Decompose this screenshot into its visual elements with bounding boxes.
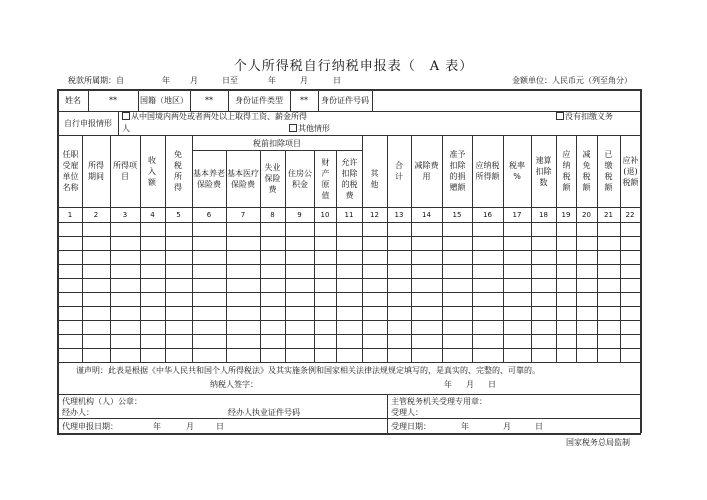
nationality-value[interactable]: ** bbox=[205, 96, 213, 105]
col-header-unemployment-insurance: 失业保险费 bbox=[264, 163, 281, 194]
col-header-tax-rate: 税率 % bbox=[509, 161, 525, 181]
col-header-donation: 准予扣除的捐赠额 bbox=[449, 150, 466, 192]
nationality-label: 国籍（地区） bbox=[140, 96, 188, 105]
col-number: 3 bbox=[122, 210, 128, 219]
agent-date-month: 月 bbox=[186, 422, 194, 431]
col-header-income-period: 所得期间 bbox=[88, 161, 104, 181]
declaration-text: 谨声明：此表是根据《中华人民共和国个人所得税法》及其实施条例和国家相关法律法规规定填写的，是真实的、完整的、可靠的。 bbox=[76, 366, 540, 375]
situation-option-1-continued: 人 bbox=[122, 124, 130, 133]
col-number: 22 bbox=[625, 210, 635, 219]
col-number: 19 bbox=[561, 210, 571, 219]
col-number: 13 bbox=[394, 210, 404, 219]
declaration-day: 日 bbox=[488, 380, 496, 389]
situation-label: 自行申报情形 bbox=[64, 119, 112, 128]
authority-receiver-label: 受理人： bbox=[391, 408, 423, 417]
taxpayer-signature-field[interactable] bbox=[256, 379, 396, 391]
col-header-deduction-expense: 减除费用 bbox=[414, 161, 439, 181]
col-header-medical-insurance: 基本医疗保险费 bbox=[227, 168, 259, 189]
taxpayer-signature-label: 纳税人签字： bbox=[210, 380, 258, 389]
authority-date-label: 受理日期： bbox=[391, 422, 431, 431]
col-number: 18 bbox=[539, 210, 548, 219]
col-header-tax-due-refund: 应补(退)税额 bbox=[622, 155, 639, 187]
form-title: 个人所得税自行纳税申报表（ A 表） bbox=[233, 59, 474, 74]
id-number-label: 身份证件号码 bbox=[321, 96, 369, 105]
col-number: 8 bbox=[270, 210, 275, 219]
col-header-tax-payable: 应纳税额 bbox=[562, 150, 571, 192]
col-number: 2 bbox=[93, 210, 99, 219]
agent-date-year: 年 bbox=[153, 422, 161, 431]
col-number: 10 bbox=[320, 210, 330, 219]
agent-date-label: 代理申报日期： bbox=[62, 422, 118, 431]
situation-option-other[interactable]: 其他情形 bbox=[289, 124, 330, 134]
declaration-year: 年 bbox=[444, 380, 452, 389]
col-number: 9 bbox=[297, 210, 302, 219]
col-number: 14 bbox=[422, 210, 431, 219]
period-from-month: 月 bbox=[190, 76, 198, 85]
col-header-total: 合计 bbox=[395, 161, 403, 181]
col-number: 11 bbox=[344, 210, 354, 219]
id-type-label: 身份证件类型 bbox=[235, 96, 283, 105]
period-to-month: 月 bbox=[300, 76, 308, 85]
agent-date-day: 日 bbox=[216, 422, 224, 431]
col-header-deductible-taxes: 允许扣除的税费 bbox=[341, 157, 358, 200]
col-header-income-item: 所得项目 bbox=[113, 161, 137, 181]
agent-cert-label: 经办人执业证件号码 bbox=[228, 408, 300, 417]
col-header-pension-insurance: 基本养老保险费 bbox=[193, 168, 225, 189]
col-header-employer: 任职受雇单位名称 bbox=[62, 150, 79, 192]
period-to-day: 日 bbox=[333, 76, 341, 85]
situation-option-multiple-employers[interactable]: 从中国境内两处或者两处以上取得工资、薪金所得 bbox=[122, 112, 307, 122]
col-number: 16 bbox=[483, 210, 492, 219]
name-label: 姓名 bbox=[65, 96, 81, 105]
col-header-quick-deduction: 速算扣除数 bbox=[535, 155, 552, 187]
col-number: 4 bbox=[150, 210, 155, 219]
col-number: 12 bbox=[370, 210, 379, 219]
col-header-tax-free-income: 免税所得 bbox=[174, 150, 182, 192]
checkbox-icon[interactable] bbox=[556, 112, 564, 120]
checkbox-icon[interactable] bbox=[289, 124, 297, 132]
footer-supervisor: 国家税务总局监制 bbox=[566, 438, 630, 447]
col-number: 1 bbox=[67, 210, 73, 219]
col-header-taxable-income: 应纳税所得额 bbox=[475, 161, 500, 181]
col-number: 17 bbox=[512, 210, 522, 219]
declaration-month: 月 bbox=[466, 380, 474, 389]
col-header-income-amount: 收入额 bbox=[148, 155, 156, 187]
checkbox-icon[interactable] bbox=[122, 112, 130, 120]
situation-option-no-withholder[interactable]: 没有扣缴义务 bbox=[556, 112, 613, 122]
period-to-label: 日至 bbox=[222, 76, 238, 85]
col-header-tax-paid: 已缴税额 bbox=[604, 150, 613, 192]
col-number: 21 bbox=[604, 210, 613, 219]
col-header-housing-fund: 住房公积金 bbox=[288, 168, 312, 189]
id-type-value[interactable]: ** bbox=[300, 96, 308, 105]
authority-date-day: 日 bbox=[535, 422, 543, 431]
col-number: 6 bbox=[206, 210, 212, 219]
col-header-property-value: 财产原值 bbox=[321, 157, 330, 200]
id-number-field[interactable] bbox=[372, 90, 640, 111]
period-from-year: 年 bbox=[162, 76, 170, 85]
authority-date-month: 月 bbox=[503, 422, 511, 431]
name-value[interactable]: ** bbox=[109, 96, 117, 105]
authority-seal-label: 主管税务机关受理专用章： bbox=[391, 397, 487, 406]
col-number: 7 bbox=[240, 210, 246, 219]
period-label: 税款所属期：自 bbox=[68, 76, 124, 85]
col-number: 15 bbox=[452, 210, 462, 219]
period-to-year: 年 bbox=[268, 76, 276, 85]
authority-date-year: 年 bbox=[461, 422, 469, 431]
col-header-other: 其他 bbox=[370, 168, 379, 189]
agent-person-label: 经办人： bbox=[62, 408, 94, 417]
agency-seal-label: 代理机构（人）公章： bbox=[62, 397, 142, 406]
amount-unit: 金额单位：人民币元（列至角分） bbox=[512, 76, 632, 85]
col-header-tax-reduction: 减免税额 bbox=[582, 150, 591, 192]
col-number: 5 bbox=[176, 210, 181, 219]
col-header-deduction-group: 税前扣除项目 bbox=[253, 138, 301, 148]
col-number: 20 bbox=[582, 210, 591, 219]
